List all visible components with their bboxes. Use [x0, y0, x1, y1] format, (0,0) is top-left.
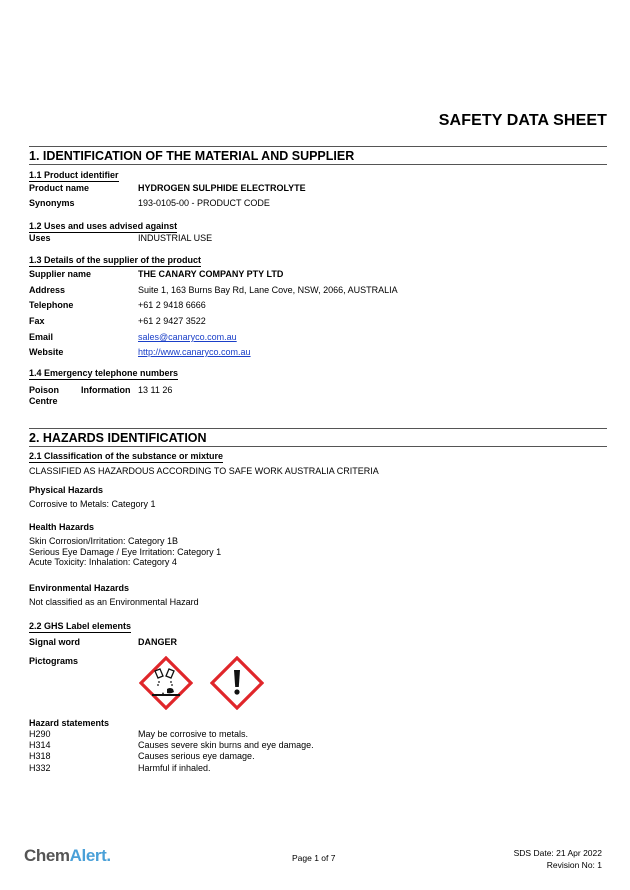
section-2-heading: 2. HAZARDS IDENTIFICATION	[29, 428, 607, 447]
revision-number: Revision No: 1	[546, 860, 602, 870]
supplier-value: THE CANARY COMPANY PTY LTD	[138, 269, 284, 279]
page-number: Page 1 of 7	[292, 853, 336, 863]
signal-word-value: DANGER	[138, 637, 178, 647]
fax-label: Fax	[29, 316, 45, 326]
health-hazard-item: Serious Eye Damage / Eye Irritation: Category 1	[29, 547, 222, 557]
poison-centre-label: Poison Centre Information	[29, 385, 131, 406]
email-label: Email	[29, 332, 54, 342]
supplier-subheading: 1.3 Details of the supplier of the product	[29, 255, 202, 265]
website-label: Website	[29, 347, 64, 357]
physical-hazard-item: Corrosive to Metals: Category 1	[29, 499, 156, 509]
section-1-heading: 1. IDENTIFICATION OF THE MATERIAL AND SUPPLIER	[29, 146, 607, 165]
document-title: SAFETY DATA SHEET	[438, 112, 607, 129]
health-hazards-heading: Health Hazards	[29, 522, 95, 532]
hazard-code: H290	[29, 729, 51, 739]
hazard-code: H318	[29, 751, 51, 761]
telephone-label: Telephone	[29, 300, 74, 310]
hazard-statements-heading: Hazard statements	[29, 718, 110, 728]
synonyms-label: Synonyms	[29, 198, 75, 208]
uses-label: Uses	[29, 233, 51, 243]
email-link[interactable]: sales@canaryco.com.au	[138, 332, 237, 342]
corrosion-pictogram-icon	[139, 656, 193, 710]
supplier-label: Supplier name	[29, 269, 92, 279]
poison-number-value: 13 11 26	[138, 385, 173, 395]
classification-subheading: 2.1 Classification of the substance or mixture	[29, 451, 224, 461]
environmental-hazard-item: Not classified as an Environmental Hazard	[29, 597, 199, 607]
hazard-code: H314	[29, 740, 51, 750]
pictograms-label: Pictograms	[29, 656, 79, 666]
environmental-hazards-heading: Environmental Hazards	[29, 583, 130, 593]
uses-value: INDUSTRIAL USE	[138, 233, 213, 243]
product-name-label: Product name	[29, 183, 90, 193]
uses-subheading: 1.2 Uses and uses advised against	[29, 221, 178, 231]
chemalert-logo: ChemAlert.	[24, 846, 111, 865]
sds-date-block	[514, 847, 602, 871]
address-value: Suite 1, 163 Burns Bay Rd, Lane Cove, NSW, 2066, AUSTRALIA	[138, 285, 398, 295]
synonyms-value: 193-0105-00 - PRODUCT CODE	[138, 198, 270, 208]
hazard-text: Causes severe skin burns and eye damage.	[138, 740, 314, 750]
health-hazard-item: Skin Corrosion/Irritation: Category 1B	[29, 536, 179, 546]
hazard-text: Harmful if inhaled.	[138, 763, 211, 773]
ghs-label-subheading: 2.2 GHS Label elements	[29, 621, 132, 631]
product-identifier-subheading: 1.1 Product identifier	[29, 170, 119, 180]
physical-hazards-heading: Physical Hazards	[29, 485, 104, 495]
signal-word-label: Signal word	[29, 637, 81, 647]
emergency-subheading: 1.4 Emergency telephone numbers	[29, 368, 179, 378]
telephone-value: +61 2 9418 6666	[138, 300, 206, 310]
classification-statement: CLASSIFIED AS HAZARDOUS ACCORDING TO SAFE WORK AUSTRALIA CRITERIA	[29, 466, 379, 476]
sds-date: SDS Date: 21 Apr 2022	[513, 848, 602, 858]
hazard-text: Causes serious eye damage.	[138, 751, 255, 761]
health-hazard-item: Acute Toxicity: Inhalation: Category 4	[29, 557, 177, 567]
exclamation-pictogram-icon	[210, 656, 264, 710]
hazard-text: May be corrosive to metals.	[138, 729, 249, 739]
hazard-code: H332	[29, 763, 51, 773]
product-name-value: HYDROGEN SULPHIDE ELECTROLYTE	[138, 183, 306, 193]
website-link[interactable]: http://www.canaryco.com.au	[138, 347, 251, 357]
address-label: Address	[29, 285, 66, 295]
fax-value: +61 2 9427 3522	[138, 316, 206, 326]
